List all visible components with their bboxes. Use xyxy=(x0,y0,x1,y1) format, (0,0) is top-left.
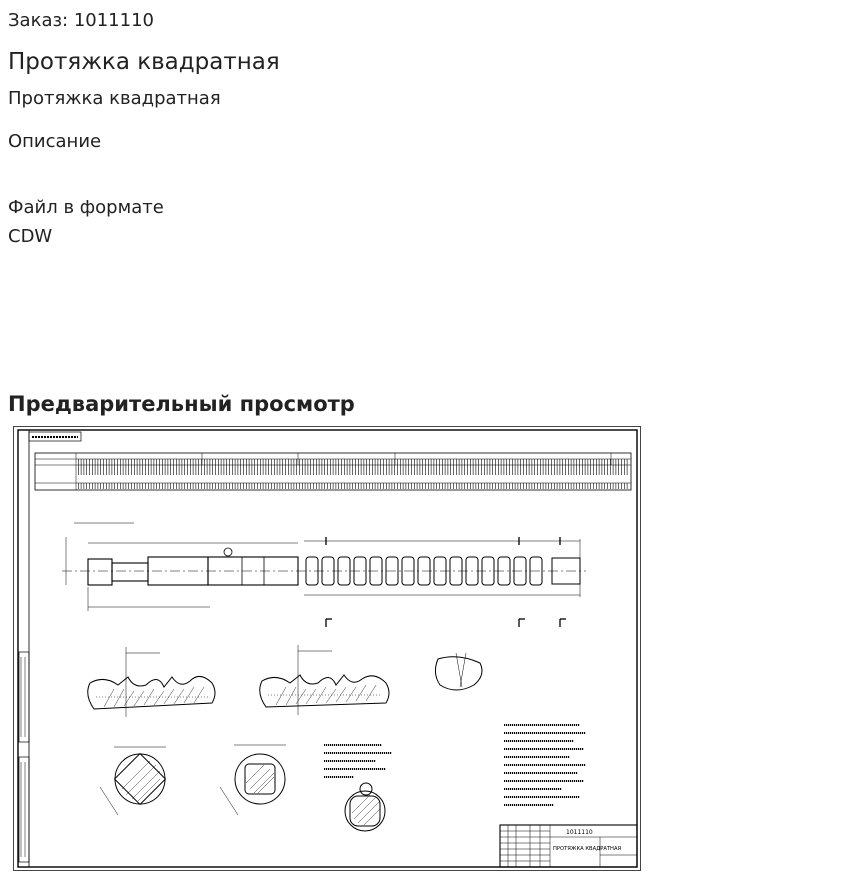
description-heading: Описание xyxy=(8,131,102,152)
preview-heading: Предварительный просмотр xyxy=(8,392,355,416)
file-format-text: Файл в формате CDW xyxy=(8,197,164,247)
drawing-stamp-title: ПРОТЯЖКА КВАДРАТНАЯ xyxy=(553,846,622,852)
product-subtitle: Протяжка квадратная xyxy=(8,88,221,109)
preview-image[interactable] xyxy=(13,426,641,871)
engineering-drawing xyxy=(14,427,640,870)
svg-text:1011110: 1011110 xyxy=(566,829,593,836)
order-number: Заказ: 1011110 xyxy=(8,10,154,31)
product-title: Протяжка квадратная xyxy=(8,49,280,75)
